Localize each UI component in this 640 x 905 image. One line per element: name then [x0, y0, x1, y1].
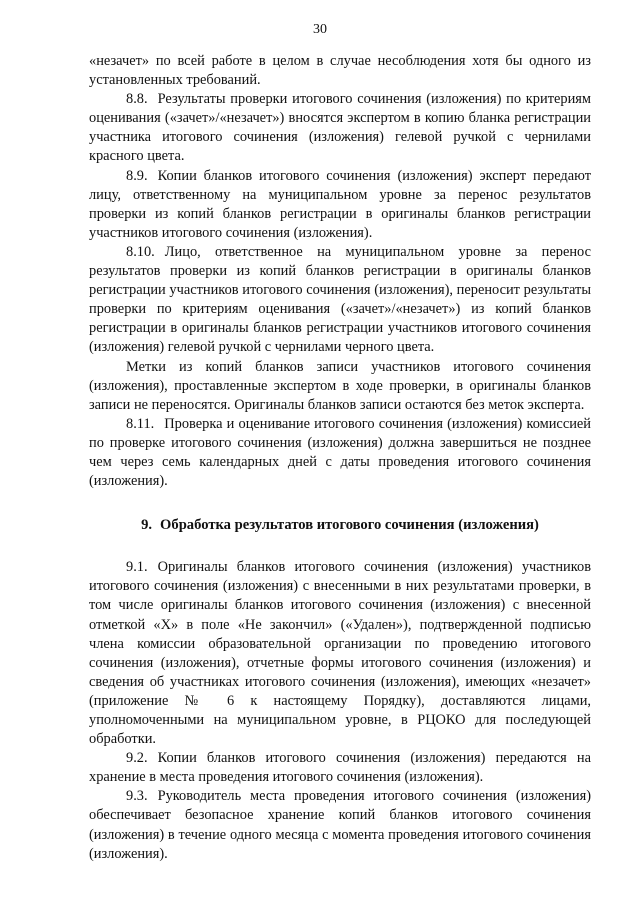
document-body	[89, 52, 591, 864]
section-heading	[89, 516, 591, 535]
paragraph-number: 8.11.	[126, 415, 155, 432]
paragraph-number: 9.2.	[126, 750, 148, 767]
paragraph-text: Руководитель места проведения итогового сочинения (изложения) обеспечивает безопасное хранение копий бланков итогового сочинения (изложения) в течение одного месяца с момента проведения итогового сочинения (изложения).	[89, 788, 591, 862]
paragraph-9-1	[89, 558, 591, 749]
paragraph-text: «незачет» по всей работе в целом в случае несоблюдения хотя бы одного из установленных требований.	[89, 53, 591, 89]
paragraph-text: Оригиналы бланков итогового сочинения (изложения) участников итогового сочинения (изложения) с внесенными в них результатами проверки, в том числе оригиналы бланков итогового сочинения (изложения) с внесенной отметкой «X» в поле «Не закончил» («Удален»), подтвержденной подписью члена комиссии образовательной организации по проведению итогового сочинения (изложения), отчетные формы итогового сочинения (изложения) и сведения об участниках итогового сочинения (изложения), имеющих «незачет» (приложение № 6 к настоящему Порядку), доставляются лицами, уполномоченными на муниципальном уровне, в РЦОКО для последующей обработки.	[89, 559, 591, 748]
paragraph-number: 9.3.	[126, 788, 148, 805]
section-title: Обработка результатов итогового сочинения (изложения)	[160, 517, 539, 534]
paragraph-text: Метки из копий бланков записи участников итогового сочинения (изложения), проставленные экспертом в ходе проверки, в оригиналы бланков записи не переносятся. Оригиналы бланков записи остаются без меток эксперта.	[89, 358, 591, 413]
paragraph-marks	[89, 358, 591, 415]
paragraph-number: 8.10.	[126, 243, 155, 260]
paragraph-number: 8.8.	[126, 91, 148, 108]
paragraph-9-3	[89, 787, 591, 863]
paragraph-continuation	[89, 52, 591, 90]
paragraph-text: Копии бланков итогового сочинения (изложения) эксперт передают лицу, ответственному на муниципальном уровне за перенос результатов проверки из копий бланков регистрации в оригиналы бланков регистрации участников итогового сочинения (изложения).	[89, 167, 591, 241]
paragraph-number: 9.1.	[126, 559, 148, 576]
paragraph-text: Копии бланков итогового сочинения (изложения) передаются на хранение в места проведения итогового сочинения (изложения).	[89, 750, 591, 786]
paragraph-9-2	[89, 749, 591, 787]
paragraph-8-11	[89, 415, 591, 491]
paragraph-8-9	[89, 167, 591, 243]
paragraph-8-8	[89, 90, 591, 166]
paragraph-8-10	[89, 243, 591, 358]
paragraph-text: Лицо, ответственное на муниципальном уровне за перенос результатов проверки из копий бланков регистрации в оригиналы бланков регистрации участников итогового сочинения (изложения), переносит результаты проверки по критериям оценивания («зачет»/«незачет») из копий бланков регистрации в оригиналы бланков регистрации участников итогового сочинения (изложения) гелевой ручкой с чернилами черного цвета.	[89, 243, 591, 356]
paragraph-number: 8.9.	[126, 167, 148, 184]
paragraph-text: Результаты проверки итогового сочинения (изложения) по критериям оценивания («зачет»/«незачет») вносятся экспертом в копию бланка регистрации участника итогового сочинения (изложения) гелевой ручкой с чернилами красного цвета.	[89, 91, 591, 165]
paragraph-text: Проверка и оценивание итогового сочинения (изложения) комиссией по проверке итогового сочинения (изложения) должна завершиться не позднее чем через семь календарных дней с даты проведения итогового сочинения (изложения).	[89, 415, 591, 490]
section-number: 9.	[141, 517, 153, 534]
page-number: 30	[313, 22, 327, 37]
